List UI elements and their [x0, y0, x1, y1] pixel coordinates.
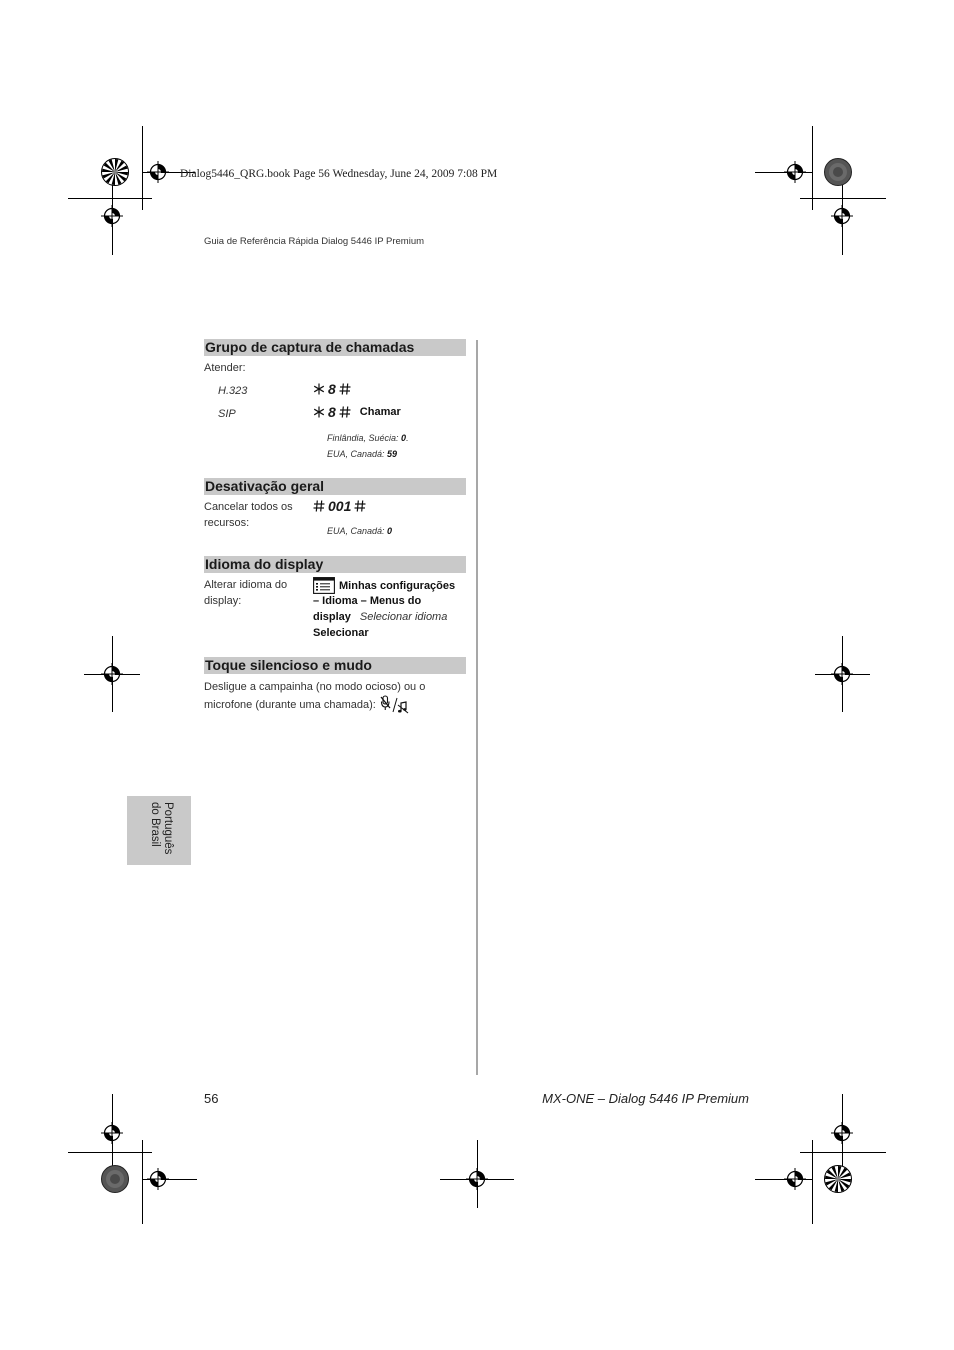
side-tab-line-1: Português: [162, 802, 174, 855]
pickup-lead: Atender:: [204, 362, 246, 374]
note-value: 59: [387, 449, 398, 459]
hash-key-icon: [354, 500, 366, 512]
hash-key-icon: [339, 383, 351, 395]
column-rule: [476, 340, 478, 1075]
note-label: EUA, Canadá:: [327, 526, 388, 536]
h323-code: [313, 381, 351, 397]
general-cancel-lead-1: Cancelar todos os: [204, 501, 293, 513]
side-tab-label: [148, 802, 174, 854]
general-cancel-digits: 001: [328, 498, 352, 514]
general-cancel-lead-2: recursos:: [204, 517, 250, 529]
silent-text-2: microfone (durante uma chamada):: [204, 699, 376, 711]
display-language-step-3: [313, 611, 447, 623]
section-title-display-language: Idioma do display: [204, 556, 466, 573]
menu-path-my-settings: Minhas configurações: [339, 579, 456, 592]
general-cancel-note: [327, 526, 392, 536]
h323-label: H.323: [218, 385, 248, 397]
pickup-note-nordic: [327, 433, 409, 443]
sip-label: SIP: [218, 408, 236, 420]
hash-key-icon: [313, 500, 325, 512]
sip-code: [313, 404, 401, 420]
star-key-icon: [313, 406, 325, 418]
select-action: Selecionar: [313, 627, 369, 639]
running-title: Guia de Referência Rápida Dialog 5446 IP Premium: [204, 236, 425, 247]
select-language-hint: Selecionar idioma: [359, 611, 448, 623]
pickup-note-usa: [327, 449, 397, 459]
silent-line-1: Desligue a campainha (no modo ocioso) ou o: [204, 681, 426, 693]
h323-digit: 8: [328, 381, 336, 397]
sip-digit: 8: [328, 404, 336, 420]
note-label: EUA, Canadá:: [327, 449, 388, 459]
section-title-general-cancel: Desativação geral: [204, 478, 466, 495]
hash-key-icon: [339, 406, 351, 418]
section-title-call-pickup: Grupo de captura de chamadas: [204, 339, 466, 356]
language-side-tab: [127, 796, 191, 865]
sip-action: Chamar: [359, 406, 401, 418]
footer-product: MX-ONE – Dialog 5446 IP Premium: [542, 1091, 749, 1106]
display-language-step-1: [313, 577, 455, 594]
menu-icon: [313, 577, 335, 594]
display-language-lead-2: display:: [204, 595, 242, 607]
silent-ring-icon: [398, 702, 408, 713]
star-key-icon: [313, 383, 325, 395]
page-number: 56: [204, 1091, 219, 1106]
note-value: 0: [401, 433, 407, 443]
general-cancel-code: [313, 498, 366, 514]
menu-path-language: – Idioma – Menus do: [313, 595, 422, 607]
note-label: Finlândia, Suécia:: [327, 433, 402, 443]
side-tab-line-2: do Brasil: [149, 802, 161, 847]
silent-line-2: [204, 695, 410, 715]
print-header: Dialog5446_QRG.book Page 56 Wednesday, June 24, 2009 7:08 PM: [180, 168, 498, 180]
note-value: 0: [387, 526, 393, 536]
display-language-lead-1: Alterar idioma do: [204, 579, 288, 591]
menu-path-display: display: [313, 611, 351, 623]
mute-microphone-icon: [380, 695, 410, 715]
note-suffix: .: [406, 433, 409, 443]
section-title-silent-mute: Toque silencioso e mudo: [204, 657, 466, 674]
